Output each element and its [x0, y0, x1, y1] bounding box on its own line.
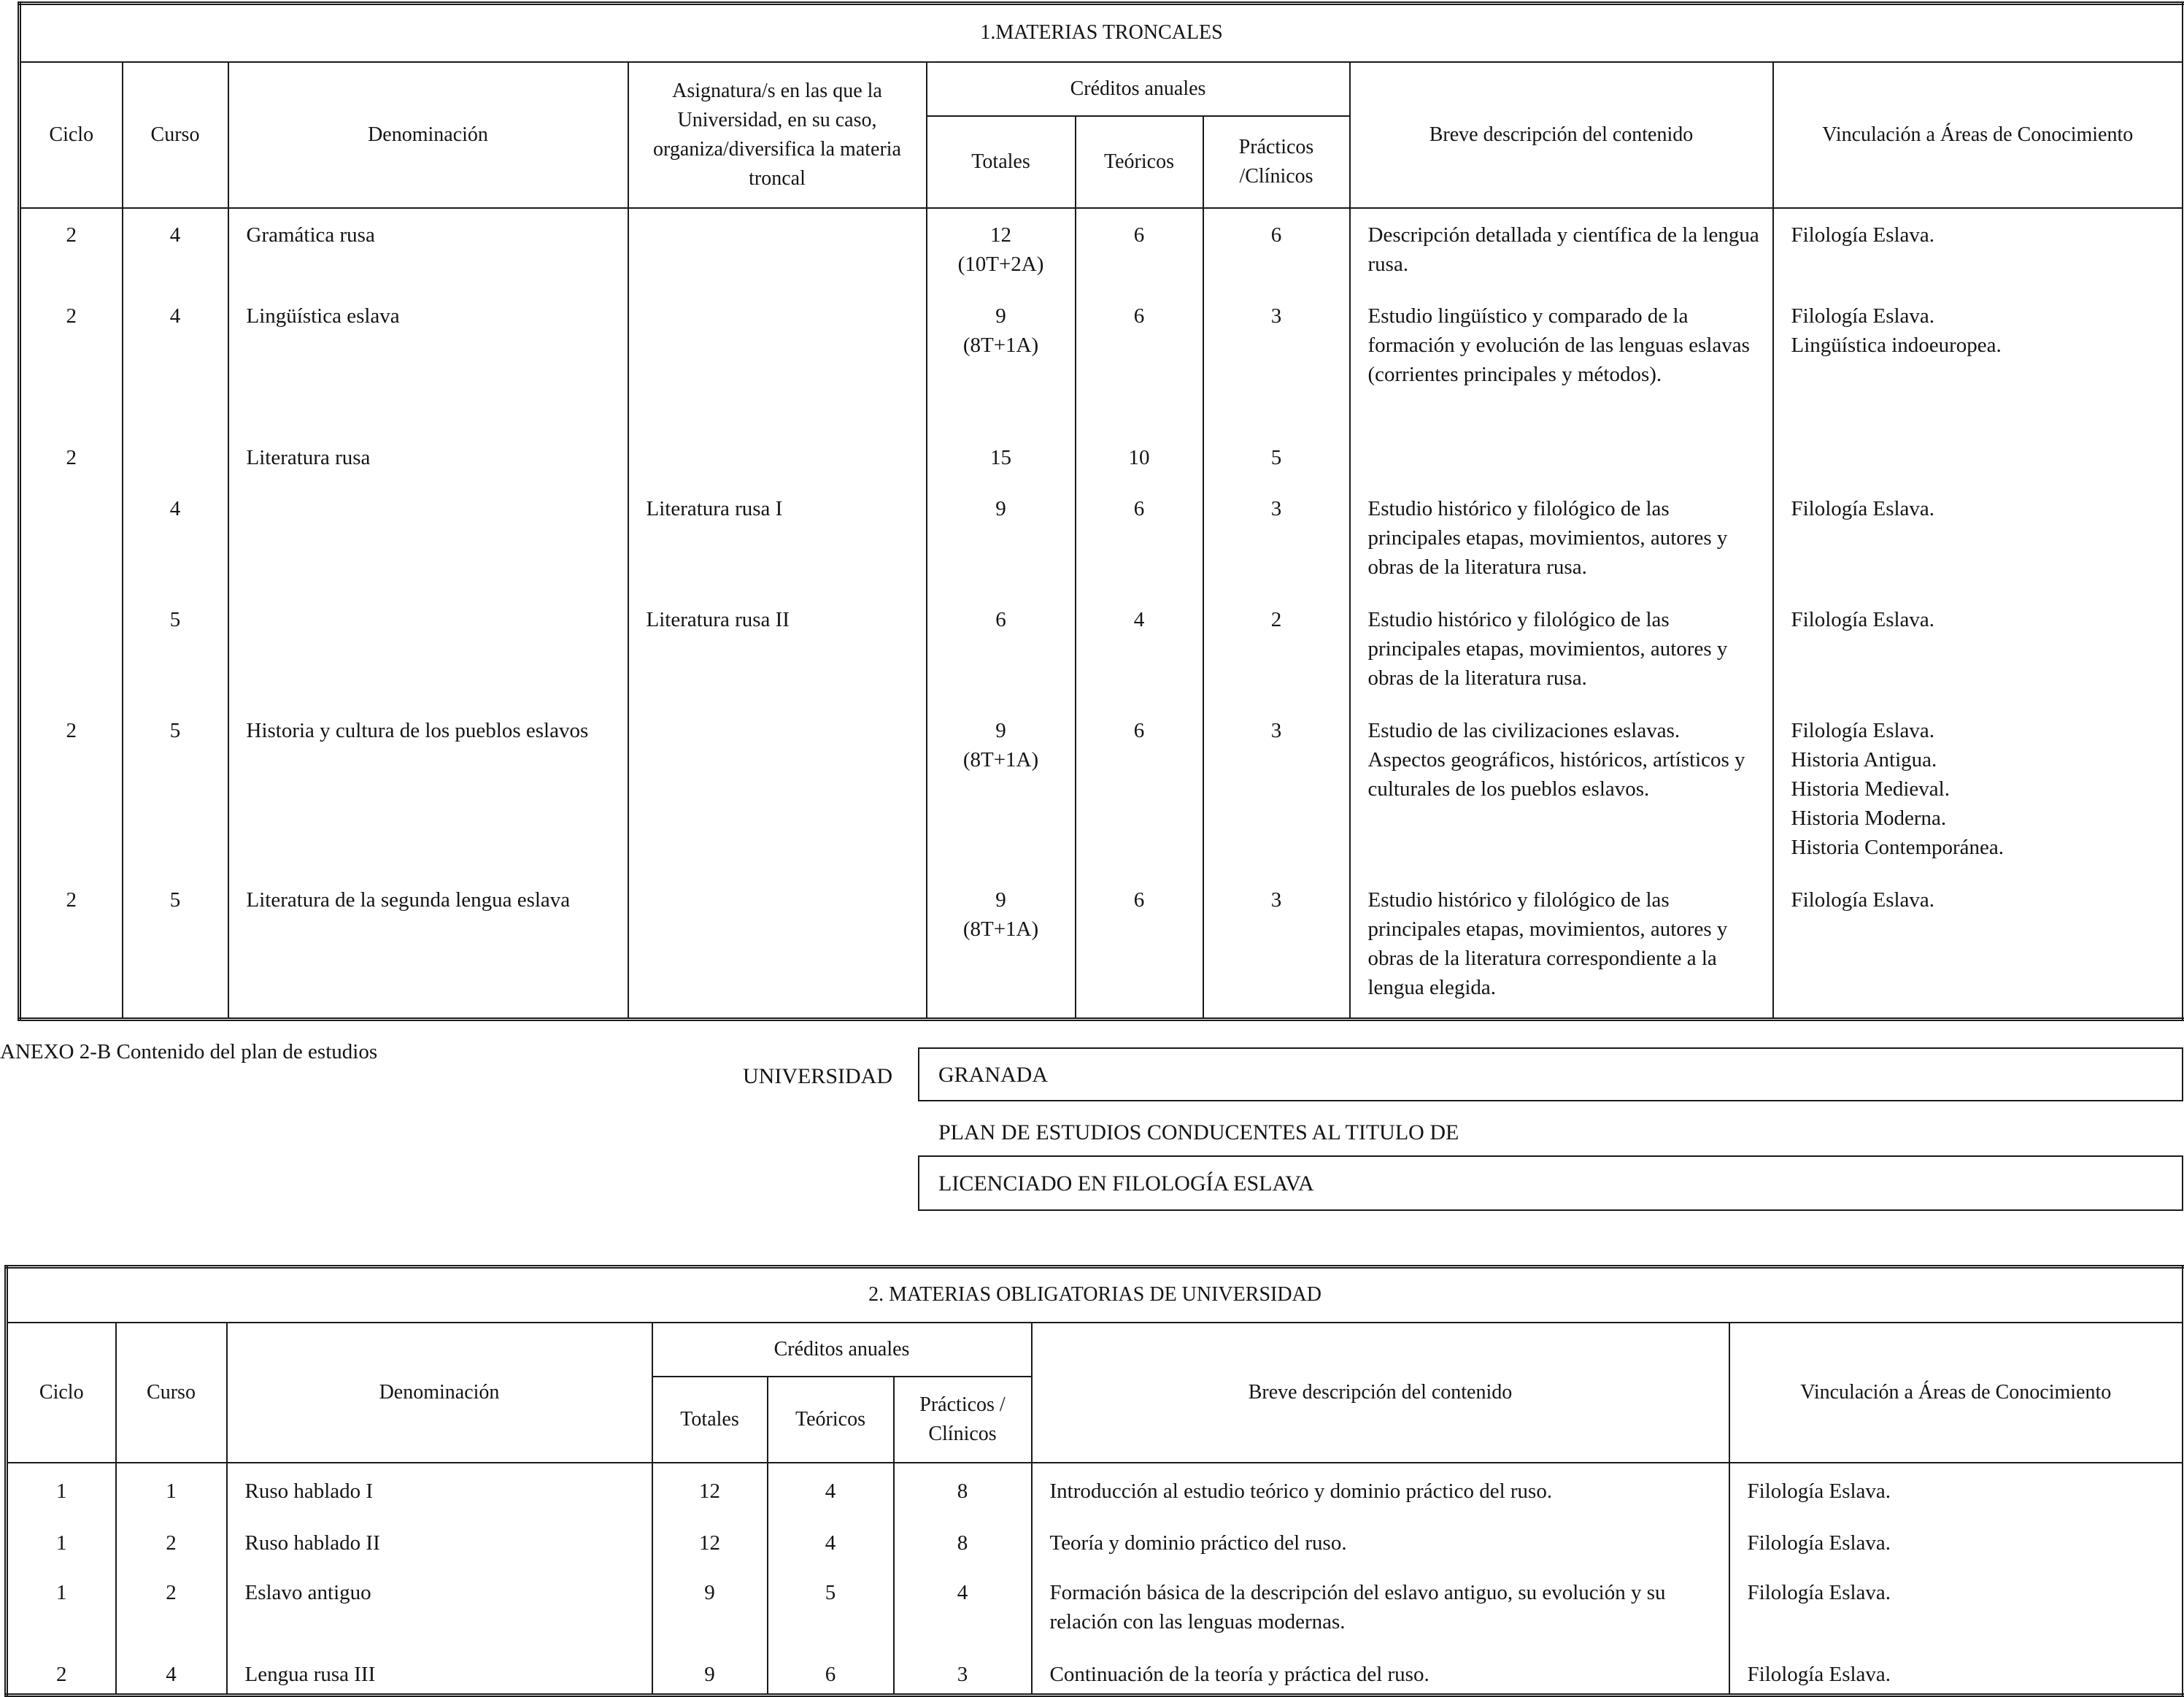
- totales-value: 6: [995, 607, 1006, 631]
- cell-asignatura: [628, 208, 927, 290]
- header-practicos: Prácticos /Clínicos: [1203, 116, 1350, 208]
- table-row: [20, 208, 2184, 290]
- header-denominacion: Denominación: [227, 1323, 652, 1463]
- header-vinculacion: Vinculación a Áreas de Conocimiento: [1773, 62, 2184, 208]
- cell-descripcion: Continuación de la teoría y práctica del ruso.: [1032, 1647, 1729, 1696]
- cell-ciclo: 1: [7, 1565, 116, 1647]
- cell-totales: 9: [652, 1647, 768, 1696]
- cell-denominacion: [228, 482, 628, 593]
- totales-sub: (10T+2A): [957, 252, 1044, 276]
- header-ciclo: Ciclo: [7, 1323, 116, 1463]
- cell-teoricos: 4: [768, 1515, 894, 1565]
- cell-descripcion: Teoría y dominio práctico del ruso.: [1032, 1515, 1729, 1565]
- cell-ciclo: 2: [7, 1647, 116, 1696]
- table-row: [20, 482, 2184, 593]
- titulo-value: LICENCIADO EN FILOLOGÍA ESLAVA: [938, 1171, 1314, 1196]
- header-curso: Curso: [123, 62, 228, 208]
- cell-descripcion: Estudio de las civilizaciones eslavas. Aspectos geográficos, históricos, artísticos y culturales de los pueblos eslavos.: [1350, 704, 1773, 874]
- cell-teoricos: 6: [1076, 208, 1203, 290]
- universidad-box: [918, 1047, 2183, 1101]
- cell-teoricos: 6: [1076, 290, 1203, 431]
- table-row: [7, 1565, 2184, 1647]
- cell-curso: 2: [116, 1565, 227, 1647]
- cell-totales: 12: [652, 1515, 768, 1565]
- cell-practicos: 3: [1203, 482, 1350, 593]
- cell-ciclo: [20, 482, 123, 593]
- cell-ciclo: 1: [7, 1463, 116, 1515]
- cell-descripcion: Estudio lingüístico y comparado de la formación y evolución de las lenguas eslavas (corrientes principales y métodos).: [1350, 290, 1773, 431]
- header-totales: Totales: [652, 1377, 768, 1463]
- cell-curso: 4: [116, 1647, 227, 1696]
- header-creditos: Créditos anuales: [927, 62, 1350, 116]
- cell-vinculacion: Filología Eslava. Lingüística indoeuropea.: [1773, 290, 2184, 431]
- table-row: [7, 1647, 2184, 1696]
- cell-asignatura: [628, 290, 927, 431]
- cell-totales: [927, 290, 1076, 431]
- cell-descripcion: Estudio histórico y filológico de las principales etapas, movimientos, autores y obras de la literatura rusa.: [1350, 593, 1773, 704]
- cell-teoricos: 4: [768, 1463, 894, 1515]
- table-row: [20, 431, 2184, 482]
- header-denominacion: Denominación: [228, 62, 628, 208]
- obligatorias-title: 2. MATERIAS OBLIGATORIAS DE UNIVERSIDAD: [7, 1267, 2184, 1323]
- table-row: [20, 704, 2184, 874]
- cell-vinculacion: Filología Eslava. Historia Antigua. Historia Medieval. Historia Moderna. Historia Contemporánea.: [1773, 704, 2184, 874]
- cell-descripcion: Descripción detallada y científica de la lengua rusa.: [1350, 208, 1773, 290]
- header-asignatura: Asignatura/s en las que la Universidad, en su caso, organiza/diversifica la materia troncal: [628, 62, 927, 208]
- cell-ciclo: [20, 593, 123, 704]
- cell-practicos: 4: [894, 1565, 1032, 1647]
- cell-denominacion: Gramática rusa: [228, 208, 628, 290]
- cell-denominacion: Lingüística eslava: [228, 290, 628, 431]
- cell-practicos: 6: [1203, 208, 1350, 290]
- header-ciclo: Ciclo: [20, 62, 123, 208]
- totales-value: 12: [990, 223, 1011, 247]
- cell-curso: 5: [123, 704, 228, 874]
- header-descripcion: Breve descripción del contenido: [1350, 62, 1773, 208]
- header-teoricos: Teóricos: [1076, 116, 1203, 208]
- cell-curso: 4: [123, 208, 228, 290]
- cell-teoricos: 6: [1076, 482, 1203, 593]
- totales-value: 9: [995, 888, 1006, 912]
- header-totales: Totales: [927, 116, 1076, 208]
- cell-curso: 5: [123, 874, 228, 1020]
- table-row: [20, 593, 2184, 704]
- cell-teoricos: 6: [1076, 874, 1203, 1020]
- table-row: [20, 290, 2184, 431]
- cell-ciclo: 2: [20, 290, 123, 431]
- cell-totales: [927, 593, 1076, 704]
- cell-descripcion: Estudio histórico y filológico de las principales etapas, movimientos, autores y obras de la literatura correspondiente a la lengua elegida.: [1350, 874, 1773, 1020]
- titulo-box: [918, 1155, 2183, 1211]
- cell-ciclo: 1: [7, 1515, 116, 1565]
- cell-practicos: 3: [1203, 290, 1350, 431]
- cell-denominacion: Eslavo antiguo: [227, 1565, 652, 1647]
- cell-descripcion: Introducción al estudio teórico y dominio práctico del ruso.: [1032, 1463, 1729, 1515]
- header-creditos: Créditos anuales: [652, 1323, 1032, 1377]
- cell-practicos: 2: [1203, 593, 1350, 704]
- universidad-value: GRANADA: [938, 1063, 1048, 1087]
- cell-ciclo: 2: [20, 208, 123, 290]
- troncales-table: [18, 1, 2184, 1021]
- header-curso: Curso: [116, 1323, 227, 1463]
- cell-asignatura: Literatura rusa II: [628, 593, 927, 704]
- cell-vinculacion: Filología Eslava.: [1729, 1463, 2184, 1515]
- cell-asignatura: [628, 874, 927, 1020]
- cell-asignatura: [628, 704, 927, 874]
- totales-sub: (8T+1A): [962, 747, 1039, 771]
- header-practicos: Prácticos / Clínicos: [894, 1377, 1032, 1463]
- header-teoricos: Teóricos: [768, 1377, 894, 1463]
- cell-ciclo: 2: [20, 431, 123, 482]
- cell-curso: 2: [116, 1515, 227, 1565]
- table-row: [7, 1463, 2184, 1515]
- cell-practicos: 8: [894, 1463, 1032, 1515]
- cell-denominacion: Ruso hablado I: [227, 1463, 652, 1515]
- cell-teoricos: 5: [768, 1565, 894, 1647]
- cell-curso: 5: [123, 593, 228, 704]
- universidad-label: UNIVERSIDAD: [743, 1064, 892, 1088]
- table-row: [7, 1515, 2184, 1565]
- cell-denominacion: Historia y cultura de los pueblos eslavos: [228, 704, 628, 874]
- totales-sub: (8T+1A): [962, 333, 1039, 357]
- totales-sub: (8T+1A): [962, 917, 1039, 941]
- cell-practicos: 3: [1203, 704, 1350, 874]
- cell-totales: [927, 431, 1076, 482]
- cell-asignatura: Literatura rusa I: [628, 482, 927, 593]
- cell-vinculacion: Filología Eslava.: [1729, 1515, 2184, 1565]
- cell-denominacion: Lengua rusa III: [227, 1647, 652, 1696]
- cell-totales: 9: [652, 1565, 768, 1647]
- cell-totales: [927, 704, 1076, 874]
- cell-asignatura: [628, 431, 927, 482]
- cell-curso: 1: [116, 1463, 227, 1515]
- cell-denominacion: Literatura de la segunda lengua eslava: [228, 874, 628, 1020]
- cell-vinculacion: Filología Eslava.: [1773, 874, 2184, 1020]
- cell-totales: [927, 482, 1076, 593]
- table-row: [20, 874, 2184, 1020]
- cell-curso: [123, 431, 228, 482]
- cell-vinculacion: [1773, 431, 2184, 482]
- cell-teoricos: 10: [1076, 431, 1203, 482]
- cell-descripcion: Formación básica de la descripción del eslavo antiguo, su evolución y su relación con las lenguas modernas.: [1032, 1565, 1729, 1647]
- cell-vinculacion: Filología Eslava.: [1773, 593, 2184, 704]
- cell-curso: 4: [123, 290, 228, 431]
- cell-practicos: 3: [1203, 874, 1350, 1020]
- totales-value: 9: [995, 718, 1006, 742]
- cell-teoricos: 6: [768, 1647, 894, 1696]
- cell-denominacion: Ruso hablado II: [227, 1515, 652, 1565]
- cell-vinculacion: Filología Eslava.: [1773, 482, 2184, 593]
- cell-vinculacion: Filología Eslava.: [1729, 1647, 2184, 1696]
- totales-value: 9: [995, 496, 1006, 520]
- header-vinculacion: Vinculación a Áreas de Conocimiento: [1729, 1323, 2184, 1463]
- cell-totales: [927, 208, 1076, 290]
- obligatorias-table: [4, 1265, 2184, 1697]
- cell-vinculacion: Filología Eslava.: [1729, 1565, 2184, 1647]
- cell-practicos: 3: [894, 1647, 1032, 1696]
- cell-descripcion: Estudio histórico y filológico de las principales etapas, movimientos, autores y obras de la literatura rusa.: [1350, 482, 1773, 593]
- cell-ciclo: 2: [20, 874, 123, 1020]
- cell-denominacion: Literatura rusa: [228, 431, 628, 482]
- cell-descripcion: [1350, 431, 1773, 482]
- cell-totales: 12: [652, 1463, 768, 1515]
- cell-denominacion: [228, 593, 628, 704]
- cell-ciclo: 2: [20, 704, 123, 874]
- plan-estudios-line: PLAN DE ESTUDIOS CONDUCENTES AL TITULO DE: [938, 1120, 1459, 1144]
- anexo-label: ANEXO 2-B Contenido del plan de estudios: [0, 1040, 378, 1063]
- cell-practicos: 8: [894, 1515, 1032, 1565]
- cell-vinculacion: Filología Eslava.: [1773, 208, 2184, 290]
- cell-teoricos: 6: [1076, 704, 1203, 874]
- troncales-title: 1.MATERIAS TRONCALES: [20, 4, 2184, 62]
- cell-teoricos: 4: [1076, 593, 1203, 704]
- cell-totales: [927, 874, 1076, 1020]
- cell-curso: 4: [123, 482, 228, 593]
- cell-practicos: 5: [1203, 431, 1350, 482]
- totales-value: 9: [995, 304, 1006, 328]
- header-descripcion: Breve descripción del contenido: [1032, 1323, 1729, 1463]
- totales-value: 15: [990, 445, 1011, 469]
